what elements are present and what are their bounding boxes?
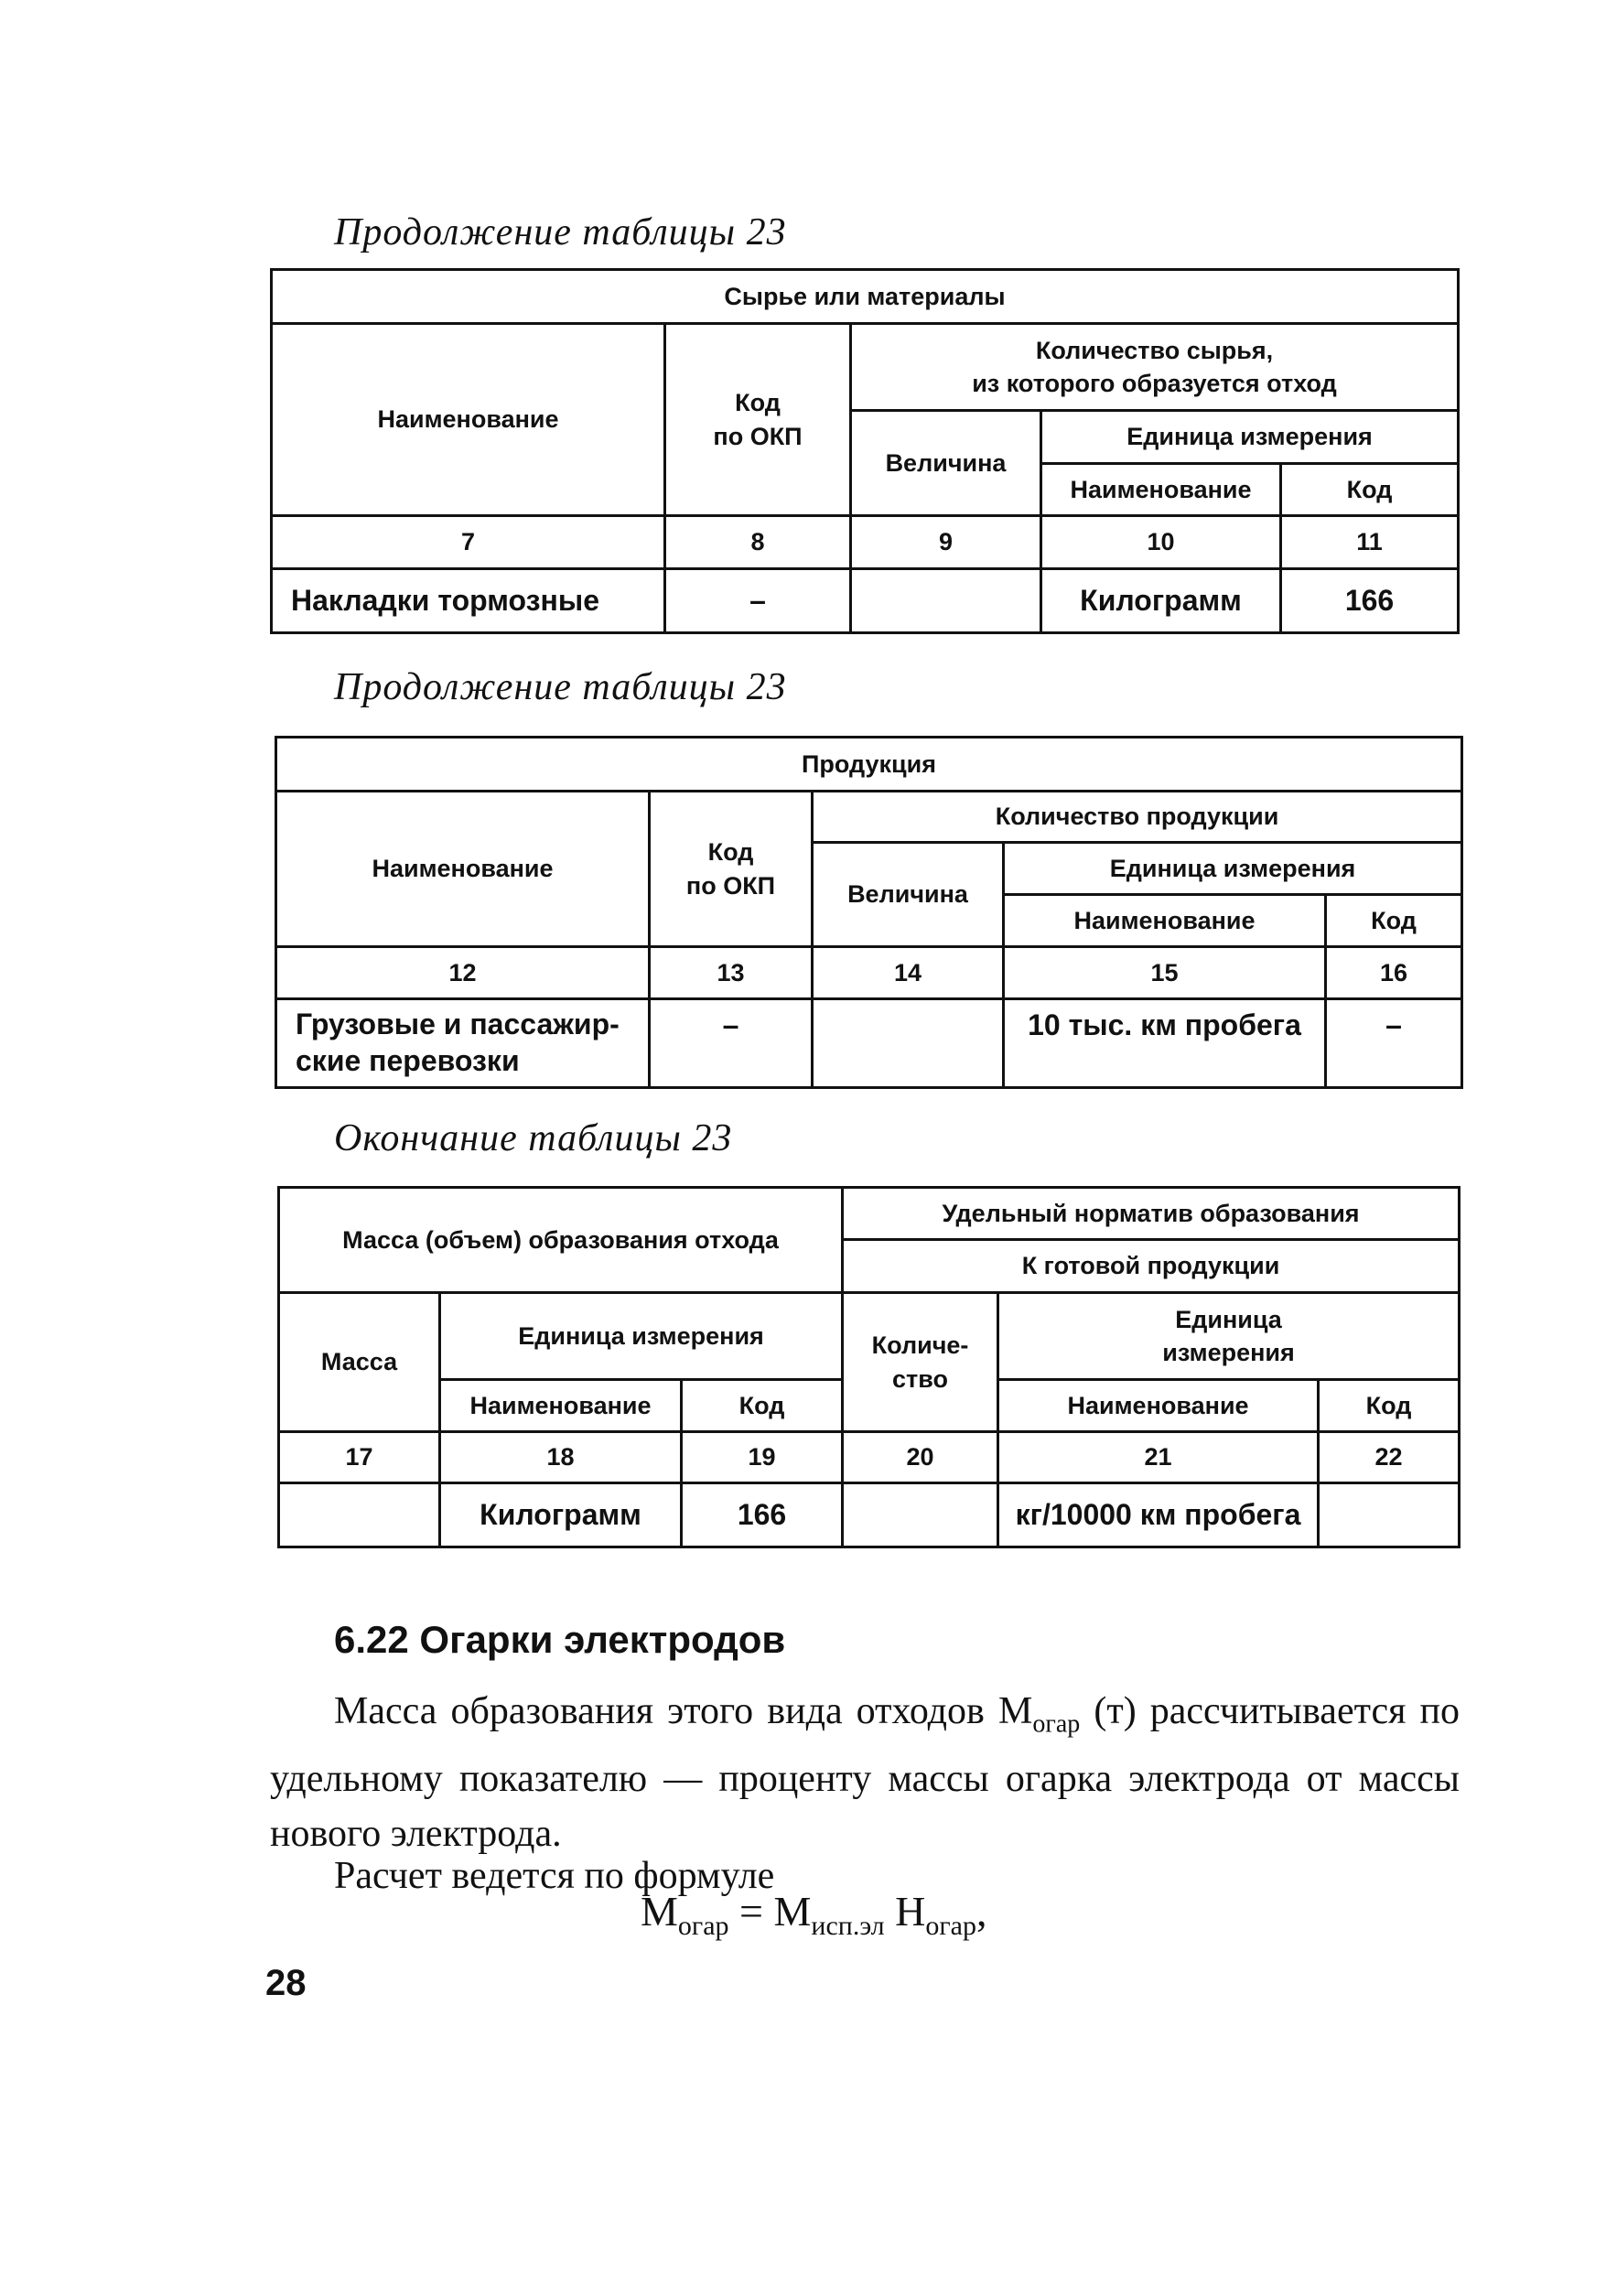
table3-colnum: 19: [682, 1432, 843, 1483]
table3-header-unit2: Единица измерения: [998, 1293, 1460, 1380]
table2-colnum: 12: [276, 947, 650, 999]
table3-colnum: 17: [279, 1432, 440, 1483]
table2-cell-unit-name: 10 тыс. км пробега: [1004, 999, 1326, 1088]
para2-text: Расчет ведется по формуле: [334, 1855, 775, 1897]
table2-cell-value: [813, 999, 1004, 1088]
table3-header-unit: Единица измерения: [440, 1293, 843, 1380]
table3-header-mass-group: Масса (объем) образования отхода: [279, 1188, 843, 1293]
table3-cell-unit-name: Килограмм: [440, 1483, 682, 1547]
table2-caption: Продолжение таблицы 23: [334, 666, 787, 708]
table1-header-unit: Единица измерения: [1041, 411, 1459, 464]
table2-cell-unit-code: –: [1326, 999, 1462, 1088]
table3-cell-mass: [279, 1483, 440, 1547]
formula-tail: ,: [975, 1888, 987, 1935]
table1-cell-name: Накладки тормозные: [272, 569, 665, 633]
table3-colnum: 21: [998, 1432, 1319, 1483]
table3-cell-unit-code: 166: [682, 1483, 843, 1547]
table1-header-unit-name: Наименование: [1041, 464, 1281, 516]
formula-h-sub: огар: [925, 1911, 976, 1942]
table2-header-unit: Единица измерения: [1004, 843, 1462, 895]
table-row: [272, 569, 1459, 633]
table1-colnum: 11: [1281, 516, 1459, 569]
table1-header-name: Наименование: [272, 324, 665, 516]
section-heading: 6.22 Огарки электродов: [334, 1618, 786, 1661]
table3-header-unit-code2: Код: [1319, 1380, 1460, 1432]
table2-header-unit-name: Наименование: [1004, 895, 1326, 947]
table1-column-numbers: [272, 516, 1459, 569]
table3-cell-quantity: [843, 1483, 998, 1547]
para1-subscript: огар: [1032, 1709, 1081, 1739]
table1: [270, 268, 1460, 634]
table1-header-value: Величина: [851, 411, 1041, 516]
table3-header-norm-group: Удельный норматив образования: [843, 1188, 1460, 1240]
table2-header-name: Наименование: [276, 792, 650, 947]
table2-colnum: 14: [813, 947, 1004, 999]
table2-column-numbers: [276, 947, 1462, 999]
table1-header-unit-code: Код: [1281, 464, 1459, 516]
table1-header-quantity: Количество сырья, из которого образуется отход: [851, 324, 1459, 411]
table1-group-header: Сырье или материалы: [272, 270, 1459, 324]
table-row: [279, 1483, 1460, 1547]
table3-cell-unit-code2: [1319, 1483, 1460, 1547]
table3-header-unit-name2: Наименование: [998, 1380, 1319, 1432]
table2: [275, 736, 1463, 1089]
table1-cell-unit-name: Килограмм: [1041, 569, 1281, 633]
table2-colnum: 16: [1326, 947, 1462, 999]
formula: [641, 1887, 986, 1942]
para1-text: Масса образования этого вида отходов M: [334, 1690, 1033, 1732]
table3-header-mass: Масса: [279, 1293, 440, 1432]
table2-colnum: 15: [1004, 947, 1326, 999]
formula-m-sub: исп.эл: [811, 1911, 885, 1942]
section-paragraph-1: [270, 1684, 1460, 1861]
table2-cell-name: Грузовые и пассажир- ские перевозки: [276, 999, 650, 1088]
table1-colnum: 9: [851, 516, 1041, 569]
table2-header-code: Код по ОКП: [650, 792, 813, 947]
table1-cell-value: [851, 569, 1041, 633]
table2-header-value: Величина: [813, 843, 1004, 947]
formula-m: M: [773, 1888, 812, 1935]
formula-lhs: M: [641, 1888, 678, 1935]
table3-caption: Окончание таблицы 23: [334, 1117, 733, 1159]
formula-lhs-sub: огар: [677, 1911, 729, 1942]
table3-header-quantity: Количе- ство: [843, 1293, 998, 1432]
page-number: 28: [265, 1963, 307, 2003]
table-row: [276, 999, 1462, 1088]
table3: [277, 1186, 1460, 1548]
table1-header-code: Код по ОКП: [665, 324, 851, 516]
formula-equals: =: [728, 1888, 774, 1935]
table3-header-unit-code: Код: [682, 1380, 843, 1432]
table1-cell-code: –: [665, 569, 851, 633]
table1-cell-unit-code: 166: [1281, 569, 1459, 633]
table2-header-quantity: Количество продукции: [813, 792, 1462, 843]
table1-colnum: 7: [272, 516, 665, 569]
table3-column-numbers: [279, 1432, 1460, 1483]
table1-caption: Продолжение таблицы 23: [334, 211, 787, 253]
table3-colnum: 20: [843, 1432, 998, 1483]
table2-cell-code: –: [650, 999, 813, 1088]
table3-header-to-product: К готовой продукции: [843, 1240, 1460, 1293]
table2-group-header: Продукция: [276, 738, 1462, 792]
para1-rest: (т) рассчитывается по удельному показателю — проценту массы огарка электрода от массы нового электрода.: [270, 1690, 1460, 1856]
table2-colnum: 13: [650, 947, 813, 999]
table3-colnum: 22: [1319, 1432, 1460, 1483]
table3-colnum: 18: [440, 1432, 682, 1483]
table1-colnum: 8: [665, 516, 851, 569]
table1-colnum: 10: [1041, 516, 1281, 569]
table2-header-unit-code: Код: [1326, 895, 1462, 947]
formula-h: H: [884, 1888, 926, 1935]
table3-header-unit-name: Наименование: [440, 1380, 682, 1432]
table3-cell-unit-name2: кг/10000 км пробега: [998, 1483, 1319, 1547]
